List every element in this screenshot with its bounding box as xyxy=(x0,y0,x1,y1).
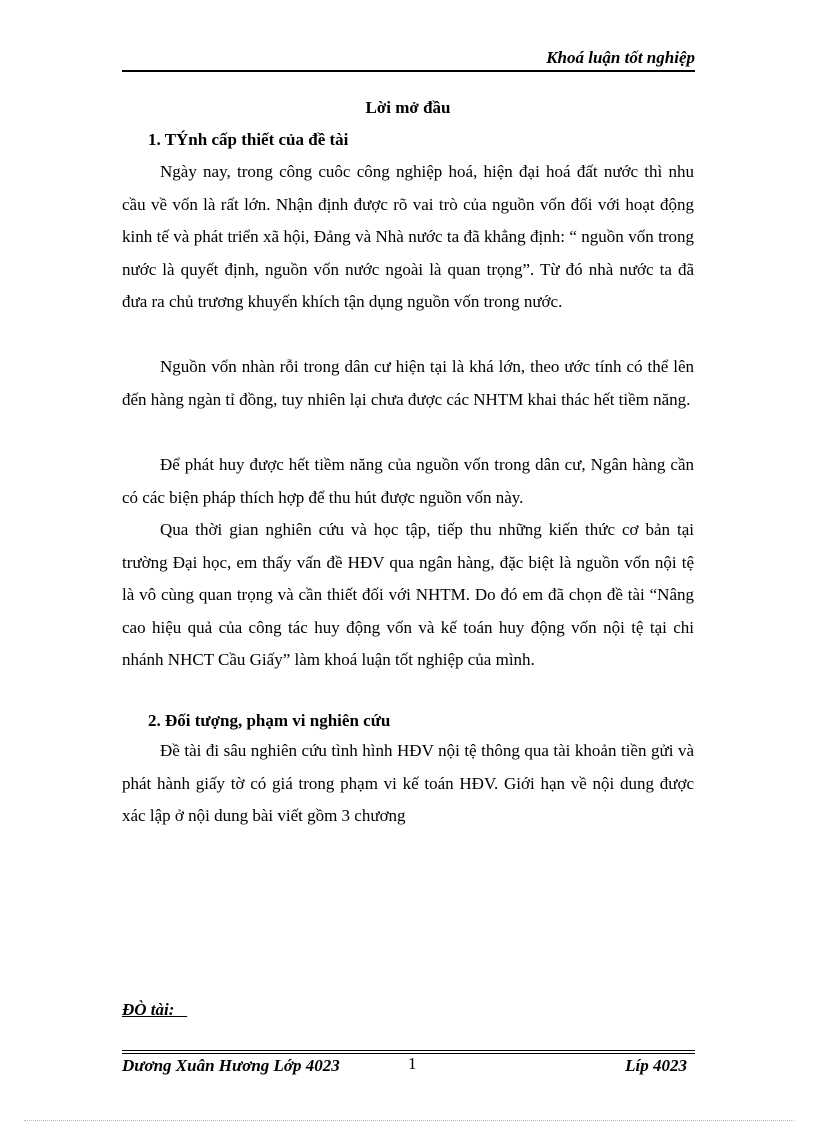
section-title: Lời mở đầu xyxy=(365,98,451,117)
paragraph-1-3: Để phát huy được hết tiềm năng của nguồn vốn trong dân cư, Ngân hàng cần có các biện pháp thích hợp để thu hút được nguồn vốn này. xyxy=(122,455,694,507)
paragraph-1-1: Ngày nay, trong công cuôc công nghiệp hoá, hiện đại hoá đất nước thì nhu cầu về vốn là rất lớn. Nhận định được rõ vai trò của nguồn vốn đối với hoạt động kinh tế và phát triển xã hội, Đảng và Nhà nước ta đã khẳng định: “ nguồn vốn trong nước là quyết định, nguồn vốn nước ngoài là quan trọng”. Từ đó nhà nước ta đã đưa ra chủ trương khuyến khích tận dụng nguồn vốn trong nước. xyxy=(122,162,694,312)
heading-1: 1. TÝnh cấp thiết của đề tài xyxy=(148,130,349,149)
page-edge xyxy=(24,1120,794,1121)
page-number: 1 xyxy=(408,1054,417,1073)
footnote-label: ĐÒ tài: xyxy=(122,1000,188,1019)
paragraph-1-2: Nguồn vốn nhàn rỗi trong dân cư hiện tại là khá lớn, theo ước tính có thể lên đến hàng ngàn tỉ đồng, tuy nhiên lại chưa được các NHTM khai thác hết tiềm năng. xyxy=(122,357,694,409)
heading-2: 2. Đối tượng, phạm vi nghiên cứu xyxy=(148,711,391,730)
header-rule xyxy=(122,70,695,72)
footer-author: Dương Xuân Hương Lớp 4023 xyxy=(122,1056,340,1075)
header-title: Khoá luận tốt nghiệp xyxy=(546,48,695,67)
footer-rule-top xyxy=(122,1050,695,1051)
footer-class: Líp 4023 xyxy=(625,1056,687,1075)
paragraph-2-1: Đề tài đi sâu nghiên cứu tình hình HĐV nội tệ thông qua tài khoản tiền gửi và phát hành giấy tờ có giá trong phạm vi kế toán HĐV. Giới hạn về nội dung được xác lập ở nội dung bài viết gồm 3 chương xyxy=(122,741,694,826)
paragraph-1-4: Qua thời gian nghiên cứu và học tập, tiếp thu những kiến thức cơ bản tại trường Đại học, em thấy vấn đề HĐV qua ngân hàng, đặc biệt là nguồn vốn nội tệ là vô cùng quan trọng và cần thiết đối với NHTM. Do đó em đã chọn đề tài “Nâng cao hiệu quả của công tác huy động vốn và kế toán huy động vốn nội tệ tại chi nhánh NHCT Cầu Giấy” làm khoá luận tốt nghiệp của mình. xyxy=(122,520,694,670)
